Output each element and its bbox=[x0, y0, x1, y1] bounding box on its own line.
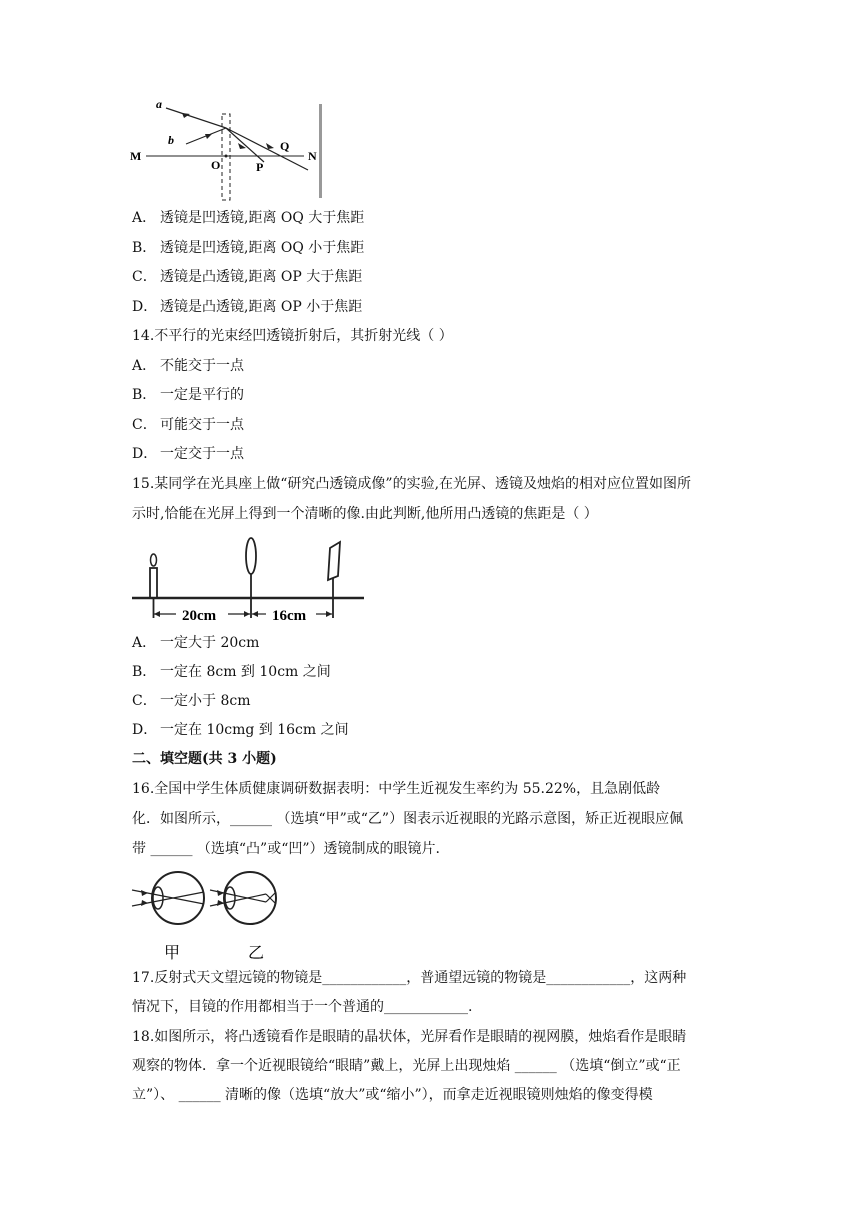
q14-option-a[interactable]: A． 不能交于一点 bbox=[132, 358, 244, 374]
q15-option-c[interactable]: C． 一定小于 8cm bbox=[132, 693, 251, 709]
q15-option-b[interactable]: B． 一定在 8cm 到 10cm 之间 bbox=[132, 664, 331, 680]
q14-option-c[interactable]: C． 可能交于一点 bbox=[132, 417, 244, 433]
eye-diagrams bbox=[130, 866, 290, 962]
q17-line2: 情况下，目镜的作用都相当于一个普通的____________. bbox=[132, 999, 473, 1015]
label-jia: 甲 bbox=[164, 945, 181, 962]
q15-stem-line1: 15.某同学在光具座上做“研究凸透镜成像”的实验,在光屏、透镜及烛焰的相对应位置如图所 bbox=[132, 476, 692, 492]
q14-option-b[interactable]: B． 一定是平行的 bbox=[132, 387, 244, 403]
distance-20cm: 20cm bbox=[182, 608, 217, 624]
label-m: M bbox=[130, 149, 142, 163]
q17-line1: 17.反射式天文望远镜的物镜是____________，普通望远镜的物镜是____________，这两种 bbox=[132, 970, 687, 986]
q14-option-d[interactable]: D． 一定交于一点 bbox=[132, 446, 244, 462]
q13-option-c[interactable]: C． 透镜是凸透镜,距离 OP 大于焦距 bbox=[132, 269, 363, 285]
q15-option-d[interactable]: D． 一定在 10cmg 到 16cm 之间 bbox=[132, 722, 349, 738]
q18-line1: 18.如图所示，将凸透镜看作是眼睛的晶状体，光屏看作是眼睛的视网膜，烛焰看作是眼睛 bbox=[132, 1029, 687, 1045]
q18-line2: 观察的物体．拿一个近视眼镜给“眼睛”戴上，光屏上出现烛焰 ______ （选填“倒立”或“正 bbox=[132, 1058, 681, 1074]
optical-bench-diagram bbox=[130, 534, 366, 628]
q15-option-a[interactable]: A． 一定大于 20cm bbox=[132, 635, 260, 651]
q15-stem-line2: 示时,恰能在光屏上得到一个清晰的像.由此判断,他所用凸透镜的焦距是（ ） bbox=[132, 506, 598, 522]
q13-option-b[interactable]: B． 透镜是凹透镜,距离 OQ 小于焦距 bbox=[132, 240, 365, 256]
label-p: P bbox=[256, 160, 264, 174]
q16-line1: 16.全国中学生体质健康调研数据表明：中学生近视发生率约为 55.22%，且急剧低龄 bbox=[132, 781, 661, 797]
label-a: a bbox=[156, 97, 162, 111]
q16-line2: 化．如图所示，______ （选填“甲”或“乙”）图表示近视眼的光路示意图，矫正近视眼应佩 bbox=[132, 811, 684, 827]
label-o: O bbox=[211, 158, 221, 172]
label-b: b bbox=[168, 133, 174, 147]
label-q: Q bbox=[280, 139, 290, 153]
label-yi: 乙 bbox=[248, 945, 265, 962]
q13-option-d[interactable]: D． 透镜是凸透镜,距离 OP 小于焦距 bbox=[132, 299, 363, 315]
q13-option-a[interactable]: A． 透镜是凹透镜,距离 OQ 大于焦距 bbox=[132, 210, 365, 226]
q14-stem: 14.不平行的光束经凹透镜折射后，其折射光线（ ） bbox=[132, 328, 453, 344]
label-n: N bbox=[308, 149, 317, 163]
section-title: 二、填空题(共 3 小题) bbox=[132, 751, 277, 767]
q16-line3: 带 ______ （选填“凸”或“凹”）透镜制成的眼镜片. bbox=[132, 841, 440, 857]
distance-16cm: 16cm bbox=[272, 608, 307, 624]
lens-ray-diagram bbox=[128, 96, 338, 202]
q18-line3: 立”）、 ______ 清晰的像（选填“放大”或“缩小”），而拿走近视眼镜则烛焰的像变得模 bbox=[132, 1087, 653, 1103]
